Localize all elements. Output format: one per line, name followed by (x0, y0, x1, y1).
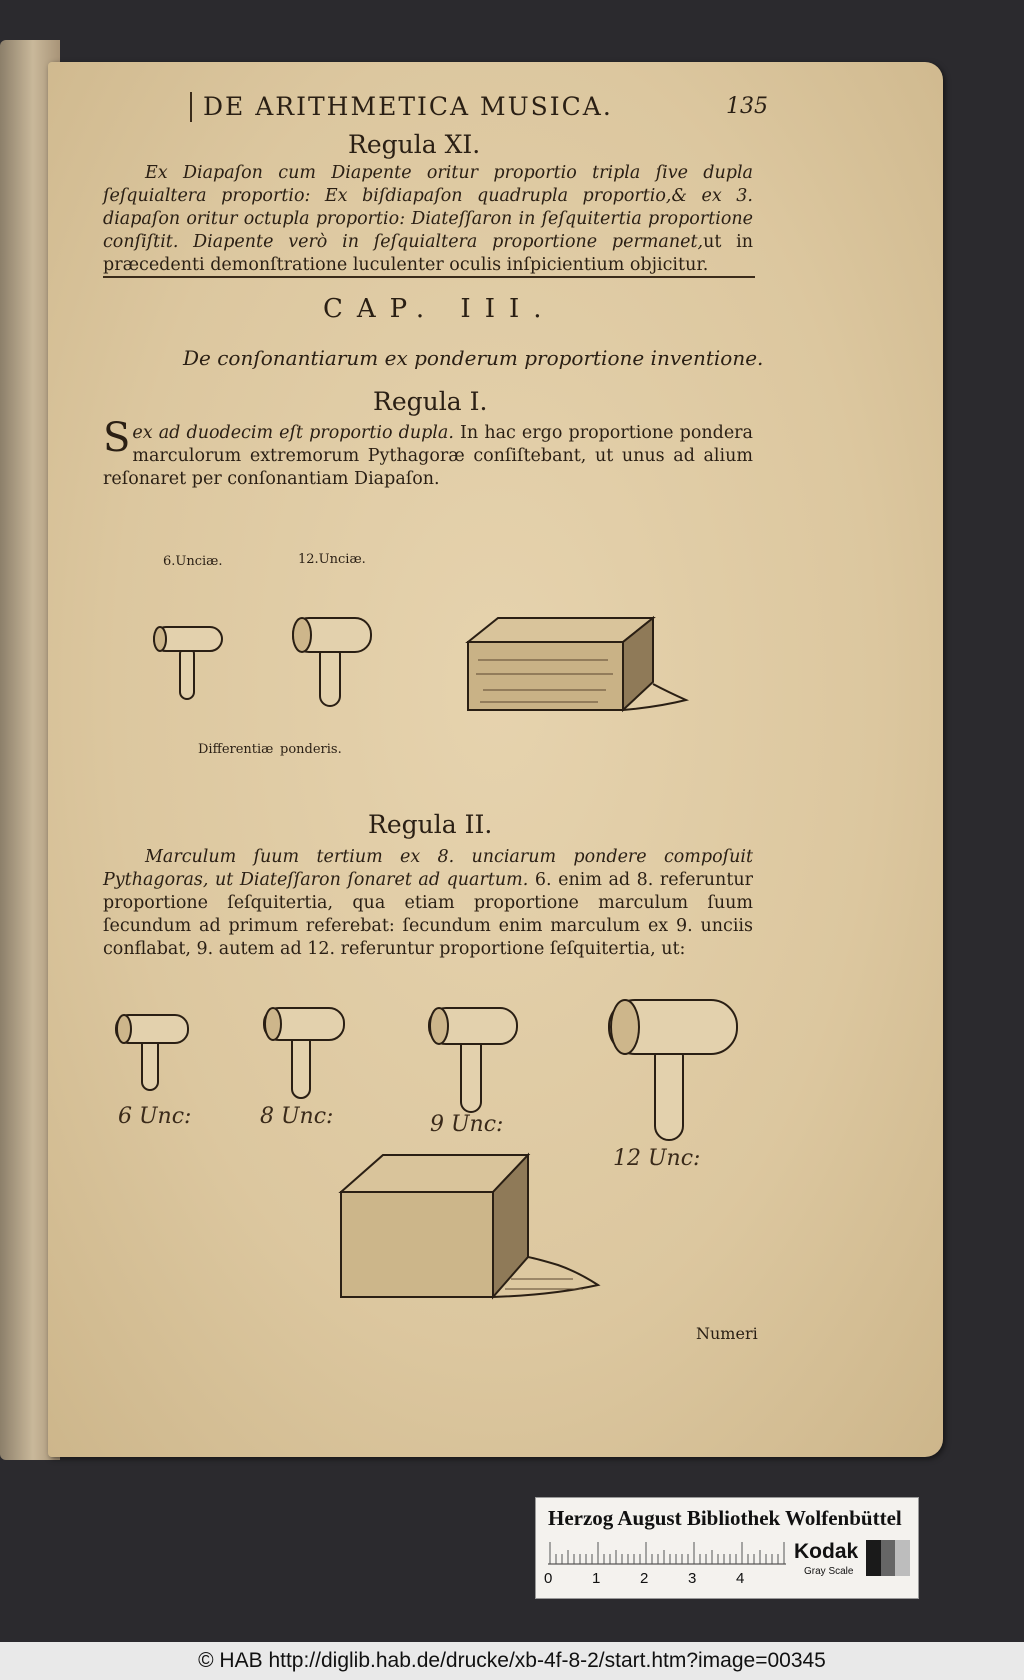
hammer-12-unc-illustration (603, 994, 743, 1144)
swatch-light (895, 1540, 910, 1576)
hammer-6-unc-illustration (110, 1007, 192, 1092)
hammer-9-unc-illustration (423, 1002, 523, 1117)
hammer-6-illustration (148, 617, 228, 702)
library-color-card (535, 1497, 919, 1599)
chapter-heading: CAP. III. (323, 294, 556, 324)
label-9-unc: 9 Unc: (430, 1112, 504, 1137)
scale-ruler (548, 1542, 786, 1566)
regula-i-text-roman: In hac ergo proportione pondera marculorum extremorum Pythagoræ conſiſtebant, ut unus ad alium reſonaret per conſonantiam Diapaſon. (103, 423, 753, 489)
page-number: 135 (726, 94, 768, 119)
regula-i-text (103, 415, 753, 491)
ruler-number: 2 (640, 1570, 649, 1587)
label-12-unciae: 12.Unciæ. (298, 552, 366, 567)
copyright-footer: © HAB http://diglib.hab.de/drucke/xb-4f-8-2/start.htm?image=00345 (0, 1642, 1024, 1680)
drop-cap: S (103, 415, 131, 461)
caption-differentiae: Differentiæ (198, 742, 274, 757)
hammer-12-illustration (288, 612, 378, 712)
running-head: DE ARITHMETICA MUSICA. (203, 92, 613, 121)
swatch-black (866, 1540, 881, 1576)
head-divider (190, 92, 192, 122)
gray-scale-label: Gray Scale (804, 1566, 854, 1577)
label-6-unciae: 6.Unciæ. (163, 554, 223, 569)
catchword: Numeri (696, 1324, 758, 1343)
section-divider (103, 276, 755, 278)
regula-xi-text-italic: Ex Diapaſon cum Diapente oritur proportio tripla ſive dupla ſeſquialtera proportio: Ex biſdiapaſon quadrupla proportio,& ex 3. diapaſon oritur octupla proportio: Diateſſaron in ſeſquitertia proportione conſiſtit. Diapente verò in ſeſquialtera proportione permanet, (103, 163, 753, 252)
label-6-unc: 6 Unc: (118, 1104, 192, 1129)
chapter-subtitle: De conſonantiarum ex ponderum proportione inventione. (183, 346, 764, 370)
kodak-brand: Kodak (794, 1540, 859, 1563)
large-anvil-block-illustration (333, 1147, 603, 1307)
ruler-number: 4 (736, 1570, 745, 1587)
regula-ii-title: Regula II. (368, 810, 493, 839)
gray-swatches (866, 1540, 910, 1576)
caption-ponderis: ponderis. (280, 742, 342, 757)
regula-i-text-italic: ex ad duodecim eſt proportio dupla. (132, 423, 454, 443)
regula-xi-text-roman: ut in præcedenti demonſtratione luculenter oculis inſpicientium objicitur. (103, 232, 754, 275)
ruler-number: 1 (592, 1570, 601, 1587)
ruler-number: 0 (544, 1570, 553, 1587)
anvil-block-illustration (458, 612, 688, 722)
regula-xi-text (103, 162, 753, 277)
swatch-gray (881, 1540, 896, 1576)
hammer-8-unc-illustration (258, 1002, 350, 1102)
regula-ii-text-italic: Marculum ſuum tertium ex 8. unciarum pondere compoſuit Pythagoras, ut Diateſſaron ſonaret ad quartum. (103, 847, 753, 890)
regula-xi-title: Regula XI. (348, 130, 481, 159)
regula-i-title: Regula I. (373, 387, 488, 416)
regula-ii-text-roman: 6. enim ad 8. referuntur proportione ſeſquitertia, qua etiam proportione marculum ſuum ſecundum ad primum referebat: ſecundum enim marculum ex 9. unciis conflabat, 9. autem ad 12. referuntur proportione ſeſquitertia, ut: (103, 870, 753, 959)
card-title: Herzog August Bibliothek Wolfenbüttel (548, 1506, 902, 1530)
book-page (48, 62, 943, 1457)
regula-ii-text (103, 846, 753, 961)
ruler-number: 3 (688, 1570, 697, 1587)
label-8-unc: 8 Unc: (260, 1104, 334, 1129)
label-12-unc: 12 Unc: (613, 1146, 701, 1171)
